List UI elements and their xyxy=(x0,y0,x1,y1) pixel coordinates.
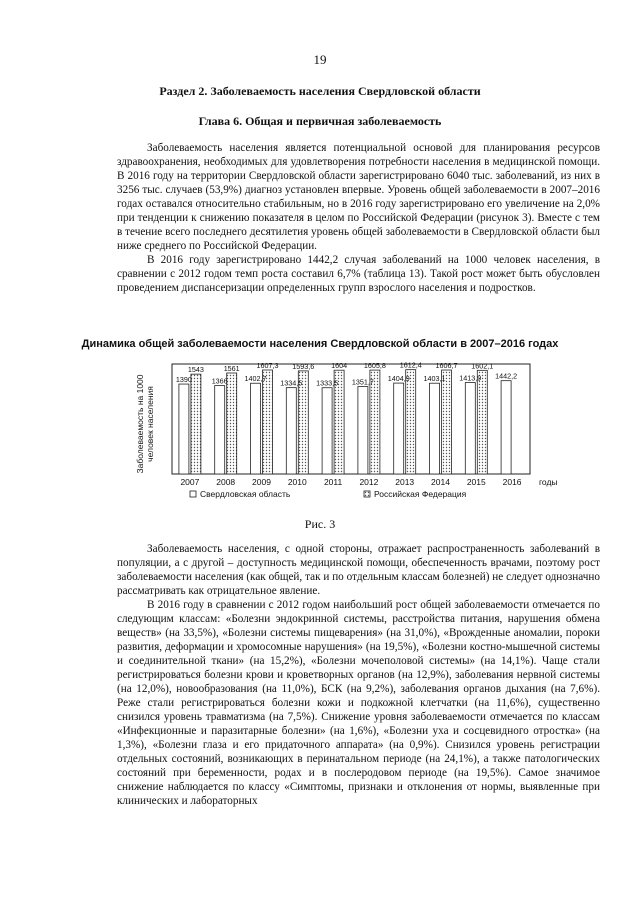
x-tick-label: 2013 xyxy=(395,477,415,487)
data-label-sverdlovsk: 1333,5 xyxy=(316,378,339,388)
x-tick-label: 2014 xyxy=(431,477,450,487)
data-label-russia: 1612,4 xyxy=(399,360,422,370)
morbidity-bar-chart xyxy=(130,356,570,506)
x-tick-label: 2008 xyxy=(216,477,236,487)
bar-sverdlovsk xyxy=(215,386,225,474)
paragraph: Заболеваемость населения является потенциальной основой для планирования ресурсов здравоохранения, необходимых для удовлетворения потребности населения в медицинской помощи. В 2016 году на территории Свердловской области зарегистрировано 6040 тыс. заболеваний, из них в 3256 тыс. случаев (53,9%) диагноз установлен впервые. Уровень общей заболеваемости в 2007–2016 годах оставался относительно стабильным, но в 2016 году зарегистрировано его увеличение на 2,0% при тенденции к снижению показателя в целом по Российской Федерации (рисунок 3). Вместе с тем в течение всего последнего десятилетия уровень общей заболеваемости в Свердловской области был ниже среднего по Российской Федерации. xyxy=(117,142,600,252)
bar-sverdlovsk xyxy=(430,383,440,474)
x-tick-label: 2016 xyxy=(502,477,522,487)
y-axis-label-line1: Заболеваемость на 1000 xyxy=(135,374,145,474)
data-label-sverdlovsk: 1351,7 xyxy=(351,377,374,387)
bar-russia xyxy=(406,370,416,474)
legend-label-russia: Российская Федерация xyxy=(374,489,467,499)
data-label-russia: 1561 xyxy=(223,363,240,373)
data-label-russia: 1593,6 xyxy=(292,361,315,371)
bar-sverdlovsk xyxy=(322,388,332,474)
bar-sverdlovsk xyxy=(358,387,368,474)
paragraph: В 2016 году зарегистрировано 1442,2 случая заболеваний на 1000 человек населения, в сравнении с 2012 годом темп роста составил 6,7% (таблица 13). Такой рост может быть обусловлен проведением диспансеризации определенных групп взрослого населения и подростков. xyxy=(117,254,600,294)
data-label-russia: 1606,7 xyxy=(435,361,458,371)
bar-russia xyxy=(191,374,201,474)
chapter-title: Глава 6. Общая и первичная заболеваемость xyxy=(198,114,442,128)
data-label-sverdlovsk: 1402,7 xyxy=(244,374,267,384)
y-axis-label-line2: человек населения xyxy=(145,386,155,462)
data-label-sverdlovsk: 1404,9 xyxy=(387,374,410,384)
text-block-top xyxy=(117,141,600,295)
figure-caption: Рис. 3 xyxy=(304,517,336,531)
bar-sverdlovsk xyxy=(501,381,511,474)
x-axis-unit: годы xyxy=(539,477,558,487)
x-tick-label: 2011 xyxy=(323,477,343,487)
legend-swatch-russia xyxy=(364,491,370,497)
data-label-sverdlovsk: 1390 xyxy=(175,375,192,385)
data-label-sverdlovsk: 1442,2 xyxy=(495,371,518,381)
section-title: Раздел 2. Заболеваемость населения Свердловской области xyxy=(159,84,481,98)
bar-russia xyxy=(263,370,273,474)
data-label-sverdlovsk: 1366 xyxy=(211,376,228,386)
data-label-sverdlovsk: 1334,5 xyxy=(280,378,303,388)
x-tick-label: 2009 xyxy=(252,477,271,487)
bar-sverdlovsk xyxy=(465,383,475,474)
data-label-russia: 1604 xyxy=(331,361,348,371)
x-tick-label: 2015 xyxy=(466,477,486,487)
bar-russia xyxy=(227,373,237,474)
data-label-sverdlovsk: 1403,1 xyxy=(423,374,446,384)
paragraph: В 2016 году в сравнении с 2012 годом наибольший рост общей заболеваемости отмечается по следующим классам: «Болезни эндокринной системы, расстройства питания, нарушения обмена веществ» (на 33,5%), «Болезни системы пищеварения» (на 31,0%), «Врожденные аномалии, пороки развития, деформации и хромосомные нарушения» (на 19,5%), «Болезни костно-мышечной системы и соединительной ткани» (на 15,2%), «Болезни мочеполовой системы» (на 14,1%). Чаще стали регистрироваться болезни крови и кроветворных органов (на 12,9%), заболевания нервной системы (на 12,0%), новообразования (на 11,0%), БСК (на 9,2%), заболевания органов дыхания (на 7,6%). Реже стали регистрироваться болезни кожи и подкожной клетчатки (на 11,6%), существенно снизился уровень травматизма (на 7,5%). Снижение уровня заболеваемости отмечается по классам «Инфекционные и паразитарные болезни» (на 1,6%), «Болезни уха и сосцевидного отростка» (на 1,3%), «Болезни глаза и его придаточного аппарата» (на 0,9%). Снизился уровень регистрации отдельных состояний, возникающих в перинатальном периоде (на 24,1%), а также патологических состояний при беременности, родах и в послеродовом периоде (на 19,5%). Самое значимое снижение наблюдается по классу «Симптомы, признаки и отклонения от нормы, выявленные при клинических и лабораторных xyxy=(117,599,600,807)
bar-russia xyxy=(477,370,487,474)
bar-sverdlovsk xyxy=(394,383,404,474)
bar-russia xyxy=(442,370,452,474)
data-label-russia: 1602,1 xyxy=(471,361,494,371)
data-label-sverdlovsk: 1413,9 xyxy=(459,373,482,383)
data-label-russia: 1607,3 xyxy=(256,360,279,370)
legend-label-sverdlovsk: Свердловская область xyxy=(200,489,291,499)
legend-swatch-sverdlovsk xyxy=(190,491,196,497)
paragraph: Заболеваемость населения, с одной стороны, отражает распространенность заболеваний в популяции, а с другой – доступность медицинской помощи, обеспеченность врачами, поэтому рост заболеваемости населения (как общей, так и по отдельным классам болезней) не следует однозначно рассматривать как отрицательное явление. xyxy=(117,543,600,597)
bar-sverdlovsk xyxy=(179,384,189,474)
bar-sverdlovsk xyxy=(251,383,261,474)
chart-title: Динамика общей заболеваемости населения Свердловской области в 2007–2016 годах xyxy=(81,338,559,350)
text-block-bottom xyxy=(117,542,600,808)
x-tick-label: 2007 xyxy=(180,477,200,487)
x-tick-label: 2012 xyxy=(359,477,379,487)
data-label-russia: 1605,8 xyxy=(363,361,386,371)
bar-sverdlovsk xyxy=(286,388,296,474)
page-number: 19 xyxy=(313,52,327,67)
x-tick-label: 2010 xyxy=(287,477,307,487)
data-label-russia: 1543 xyxy=(187,365,204,375)
